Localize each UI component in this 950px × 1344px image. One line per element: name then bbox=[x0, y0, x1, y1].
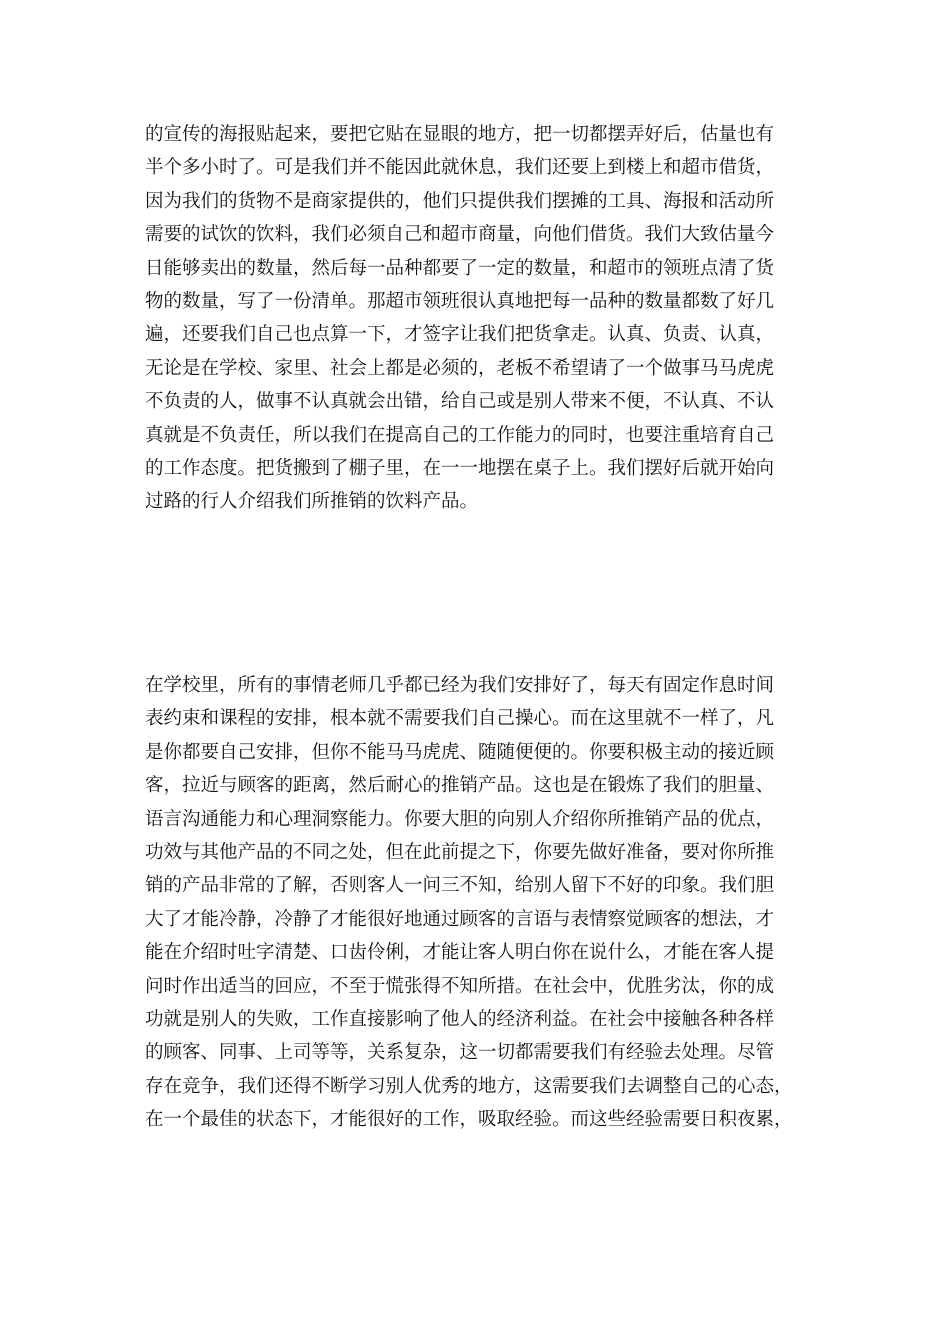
text-line: 遍，还要我们自己也点算一下，才签字让我们把货拿走。认真、负责、认真， bbox=[145, 324, 775, 346]
text-line: 客，拉近与顾客的距离，然后耐心的推销产品。这也是在锻炼了我们的胆量、 bbox=[145, 775, 775, 797]
text-line: 的顾客、同事、上司等等，关系复杂，这一切都需要我们有经验去处理。尽管 bbox=[145, 1042, 775, 1064]
text-line: 不负责的人，做事不认真就会出错，给自己或是别人带来不便，不认真、不认 bbox=[145, 391, 775, 413]
text-line: 真就是不负责任，所以我们在提高自己的工作能力的同时，也要注重培育自己 bbox=[145, 424, 775, 446]
text-line: 存在竞争，我们还得不断学习别人优秀的地方，这需要我们去调整自己的心态， bbox=[145, 1075, 793, 1097]
text-line: 销的产品非常的了解，否则客人一问三不知，给别人留下不好的印象。我们胆 bbox=[145, 875, 775, 897]
text-line: 语言沟通能力和心理洞察能力。你要大胆的向别人介绍你所推销产品的优点， bbox=[145, 808, 775, 830]
text-line: 日能够卖出的数量，然后每一品种都要了一定的数量，和超市的领班点清了货 bbox=[145, 257, 775, 279]
paragraph-1 bbox=[145, 118, 815, 519]
text-line: 的工作态度。把货搬到了棚子里，在一一地摆在桌子上。我们摆好后就开始向 bbox=[145, 457, 775, 479]
text-line: 半个多小时了。可是我们并不能因此就休息，我们还要上到楼上和超市借货， bbox=[145, 157, 775, 179]
text-line: 表约束和课程的安排，根本就不需要我们自己操心。而在这里就不一样了，凡 bbox=[145, 708, 775, 730]
text-line: 的宣传的海报贴起来，要把它贴在显眼的地方，把一切都摆弄好后，估量也有 bbox=[145, 124, 775, 145]
text-line: 在学校里，所有的事情老师几乎都已经为我们安排好了，每天有固定作息时间 bbox=[145, 675, 775, 696]
text-line: 需要的试饮的饮料，我们必须自己和超市商量，向他们借货。我们大致估量今 bbox=[145, 224, 775, 246]
text-line: 无论是在学校、家里、社会上都是必须的，老板不希望请了一个做事马马虎虎 bbox=[145, 357, 775, 379]
text-line: 能在介绍时吐字清楚、口齿伶俐，才能让客人明白你在说什么，才能在客人提 bbox=[145, 942, 775, 964]
text-line: 过路的行人介绍我们所推销的饮料产品。 bbox=[145, 491, 479, 513]
text-line: 是你都要自己安排，但你不能马马虎虎、随随便便的。你要积极主动的接近顾 bbox=[145, 741, 775, 763]
text-line: 功效与其他产品的不同之处，但在此前提之下，你要先做好准备，要对你所推 bbox=[145, 841, 775, 863]
text-line: 物的数量，写了一份清单。那超市领班很认真地把每一品种的数量都数了好几 bbox=[145, 290, 775, 312]
text-line: 因为我们的货物不是商家提供的，他们只提供我们摆摊的工具、海报和活动所 bbox=[145, 190, 775, 212]
text-line: 大了才能冷静，冷静了才能很好地通过顾客的言语与表情察觉顾客的想法，才 bbox=[145, 908, 775, 930]
text-line: 功就是别人的失败，工作直接影响了他人的经济利益。在社会中接触各种各样 bbox=[145, 1008, 775, 1030]
text-line: 问时作出适当的回应，不至于慌张得不知所措。在社会中，优胜劣汰，你的成 bbox=[145, 975, 775, 997]
text-line: 在一个最佳的状态下，才能很好的工作，吸取经验。而这些经验需要日积夜累， bbox=[145, 1109, 793, 1131]
paragraph-2 bbox=[145, 669, 815, 1136]
